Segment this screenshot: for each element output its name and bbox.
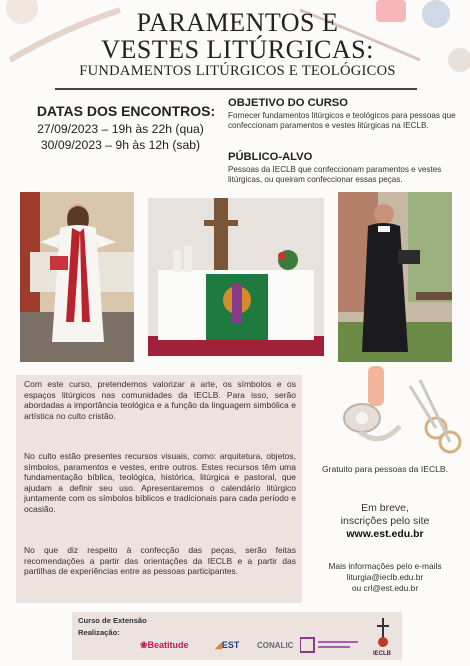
- paragraph-3: No que diz respeito à confecção das peças, serão feitas recomendações a partir das orientações da IECLB e a partir das partilhas de experiências entre as pessoas participantes.: [24, 545, 296, 577]
- objective-text: Fornecer fundamentos litúrgicos e teológicos para pessoas que confeccionam paramentos e vestes litúrgicas na IECLB.: [228, 111, 456, 130]
- title-line-2: VESTES LITÚRGICAS:: [101, 35, 374, 64]
- conalic-logo: CONALIC: [257, 641, 294, 650]
- email-1-link[interactable]: liturgia@ieclb.edu.br: [346, 572, 424, 582]
- beatitude-icon: ❀: [140, 640, 148, 650]
- est-icon: ◢: [215, 640, 222, 650]
- date-2: 30/09/2023 – 9h às 12h (sab): [40, 138, 201, 152]
- audience-text: Pessoas da IECLB que confeccionam paramentos e vestes litúrgicas, ou queiram confeccionar essas peças.: [228, 165, 442, 184]
- est-logo: ◢EST: [215, 640, 240, 650]
- site-link[interactable]: www.est.edu.br: [346, 528, 424, 540]
- photo-pastor: [338, 192, 452, 362]
- beatitude-logo: ❀Beatitude: [140, 640, 189, 650]
- ieclb-logo-label: IECLB: [373, 651, 391, 657]
- objective-heading: OBJETIVO DO CURSO: [228, 97, 348, 109]
- date-1: 27/09/2023 – 19h às 22h (qua): [37, 122, 204, 136]
- title-line-1: PARAMENTOS E: [136, 8, 339, 37]
- page-title: [40, 10, 435, 80]
- signup-text: inscrições pelo site: [340, 515, 430, 527]
- dates-heading: DATAS DOS ENCONTROS:: [36, 103, 216, 119]
- paragraph-1: Com este curso, pretendemos valorizar a arte, os símbolos e os espaços litúrgicos nas comunidades da IECLB. Para isso, serão abordadas a importância teológica e a função da linguagem simbólica e artística no culto cristão.: [24, 379, 296, 421]
- realization-label: Realização:: [78, 628, 120, 637]
- ieclb-cross-icon: [374, 618, 392, 648]
- soon-text: Em breve,: [361, 502, 409, 514]
- paragraph-2: No culto estão presentes recursos visuais, como: arquitetura, objetos, símbolos, paramentos e vestes, entre outros. Estes recursos têm uma fundamentação bíblica, teológica, histórica, litúrgica e pastoral, que ajudam a definir seu uso. Apresentaremos o calendário litúrgico juntamente com os símbolos bíblicos e tradicionais para cada período e ocasião.: [24, 451, 296, 514]
- course-type: Curso de Extensão: [78, 616, 147, 625]
- photo-altar: [148, 198, 324, 356]
- title-line-3: FUNDAMENTOS LITÚRGICOS E TEOLÓGICOS: [79, 63, 396, 79]
- email-2-link[interactable]: ou crl@est.edu.br: [351, 583, 419, 593]
- info-text: Mais informações pelo e-mails: [328, 561, 442, 571]
- title-underline: [55, 88, 417, 90]
- photo-woman-alb: [20, 192, 134, 362]
- liturgy-commission-logo: [300, 636, 360, 656]
- free-text: Gratuito para pessoas da IECLB.: [321, 464, 449, 474]
- tape-scissors-image: [340, 366, 465, 456]
- audience-heading: PÚBLICO-ALVO: [228, 151, 313, 163]
